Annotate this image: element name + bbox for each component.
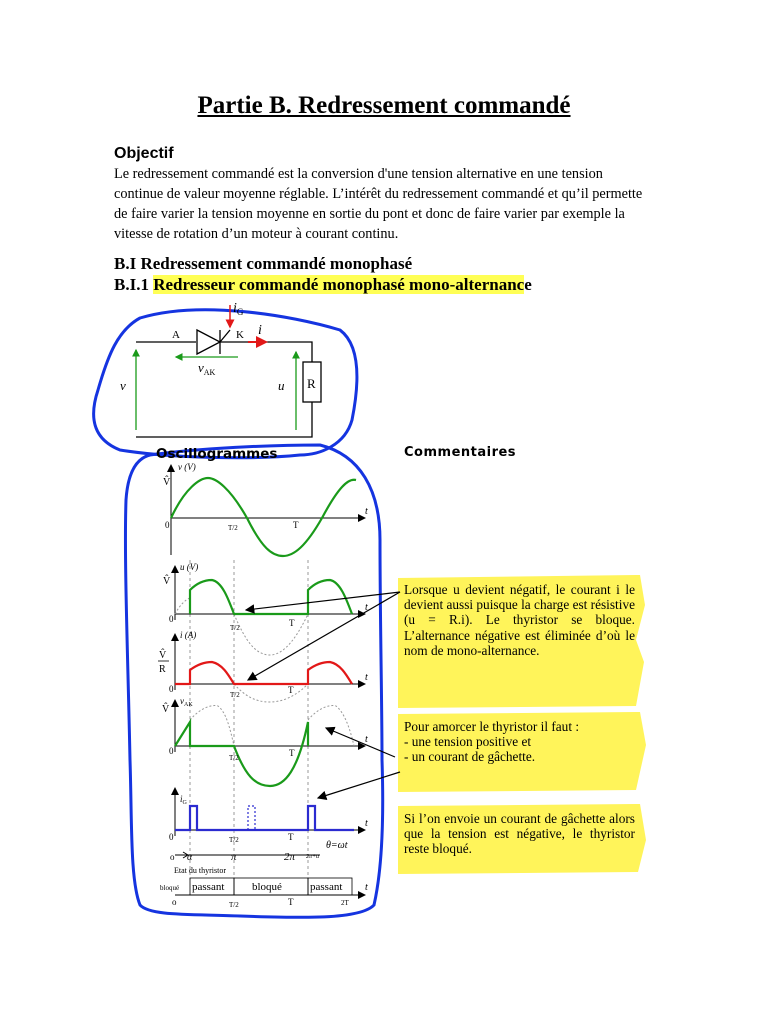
etat-t: t [365,882,368,893]
g2-origin: 0 [169,614,174,624]
label-k: K [236,329,244,341]
g3-frac-num: V̂ [159,650,167,661]
comment-1 [404,582,635,658]
page-title: Partie B. Redressement commandé [197,92,571,119]
g4-T: T [289,748,295,758]
label-vak: $v_{AK}$ [198,360,216,377]
g2-half: T/2 [230,624,240,632]
g2-T: T [289,618,295,628]
g1-t: t [365,506,368,517]
etat-origin: o [172,897,177,907]
etat-T: T [288,897,294,907]
angle-axis-label: θ=ωt [326,840,348,851]
graph-v [163,462,368,556]
g3-half: T/2 [230,691,240,699]
g5-axis-label: $i_G$ [180,794,187,806]
comment-2 [404,719,635,765]
heading-commentaires: Commentaires [404,445,517,460]
comment-3 [404,811,635,857]
g5-t: t [365,818,368,829]
g2-vhat: V̂ [163,576,171,587]
g5-half: T/2 [229,836,239,844]
label-a: A [172,329,180,341]
graph-i [158,630,368,702]
g3-origin: 0 [169,684,174,694]
circuit-diagram [120,301,321,437]
g3-axis-label: i (A) [180,630,197,640]
g3-T: T [288,685,294,695]
g1-half: T/2 [228,524,238,532]
etat-half: T/2 [229,901,239,909]
etat-bloque-left: bloqué [160,884,180,892]
label-u: u [278,378,285,393]
g4-origin: 0 [169,746,174,756]
g1-axis-label: v (V) [178,462,196,472]
g1-T: T [293,520,299,530]
label-ig: $i_G$ [233,301,244,317]
g5-origin: 0 [169,832,174,842]
section-heading-bi: B.I Redressement commandé monophasé [114,254,413,273]
angle-origin: o [170,852,175,862]
g2-t: t [365,602,368,613]
g3-frac-den: R [159,664,166,675]
g4-t: t [365,734,368,745]
heading-oscillogrammes: Oscillogrammes [156,446,278,462]
comment-2-line1: - une tension positive et [404,734,532,750]
comment-1-text: Lorsque u devient négatif, le courant i le devient aussi puisque la charge est résistive (u = R.i). Le thyristor se bloque. L’alternance négative est éliminée d’où le nom de mono-alternance. [404,582,635,658]
angle-2pi: 2π [284,851,296,863]
g2-axis-label: u (V) [180,562,199,572]
g4-axis-label: $v_{AK}$ [180,696,193,708]
graph-vak [162,696,368,786]
label-i: i [258,323,262,338]
angle-2pi-alpha: 2π+α [306,854,320,860]
comment-2-line2: - un courant de gâchette. [404,749,536,765]
thyristor-state-table [160,866,368,909]
graph-u [163,562,368,655]
g4-half: T/2 [229,754,239,762]
etat-2T: 2T [341,899,349,907]
comment-3-text: Si l’on envoie un courant de gâchette alors que la tension est négative, le thyristor reste bloqué. [404,811,635,857]
g1-origin: 0 [165,520,170,530]
angle-axis [170,840,348,863]
label-r: R [307,376,316,391]
angle-pi: π [231,851,237,863]
g3-t: t [365,672,368,683]
etat-title: Etat du thyristor [174,866,226,875]
objectif-heading: Objectif [114,145,174,162]
objectif-paragraph: Le redressement commandé est la conversion d'une tension alternative en une tension continue de valeur moyenne réglable. L’intérêt du redressement commandé et qu’il permette de faire varier la tension moyenne en sortie du pont et donc de faire varier par exemple la vitesse de rotation d’un moteur à courant continu. [114,166,643,242]
section-bi1-highlight: Redresseur commandé monophasé mono-alternanc [153,275,525,294]
comment-2-intro: Pour amorcer le thyristor il faut : [404,719,580,734]
g4-vhat: V̂ [162,704,170,715]
graph-ig [169,788,368,844]
section-bi1-suffix: e [524,275,532,294]
pointer-arrows [246,592,400,798]
etat-passant-1: passant [192,881,225,893]
g1-vhat: V̂ [163,477,171,488]
g5-T: T [288,832,294,842]
etat-bloque: bloqué [252,881,282,893]
label-v: v [120,378,126,393]
angle-alpha: α [187,852,193,863]
section-bi1-prefix: B.I.1 [114,275,154,294]
etat-passant-2: passant [310,881,343,893]
